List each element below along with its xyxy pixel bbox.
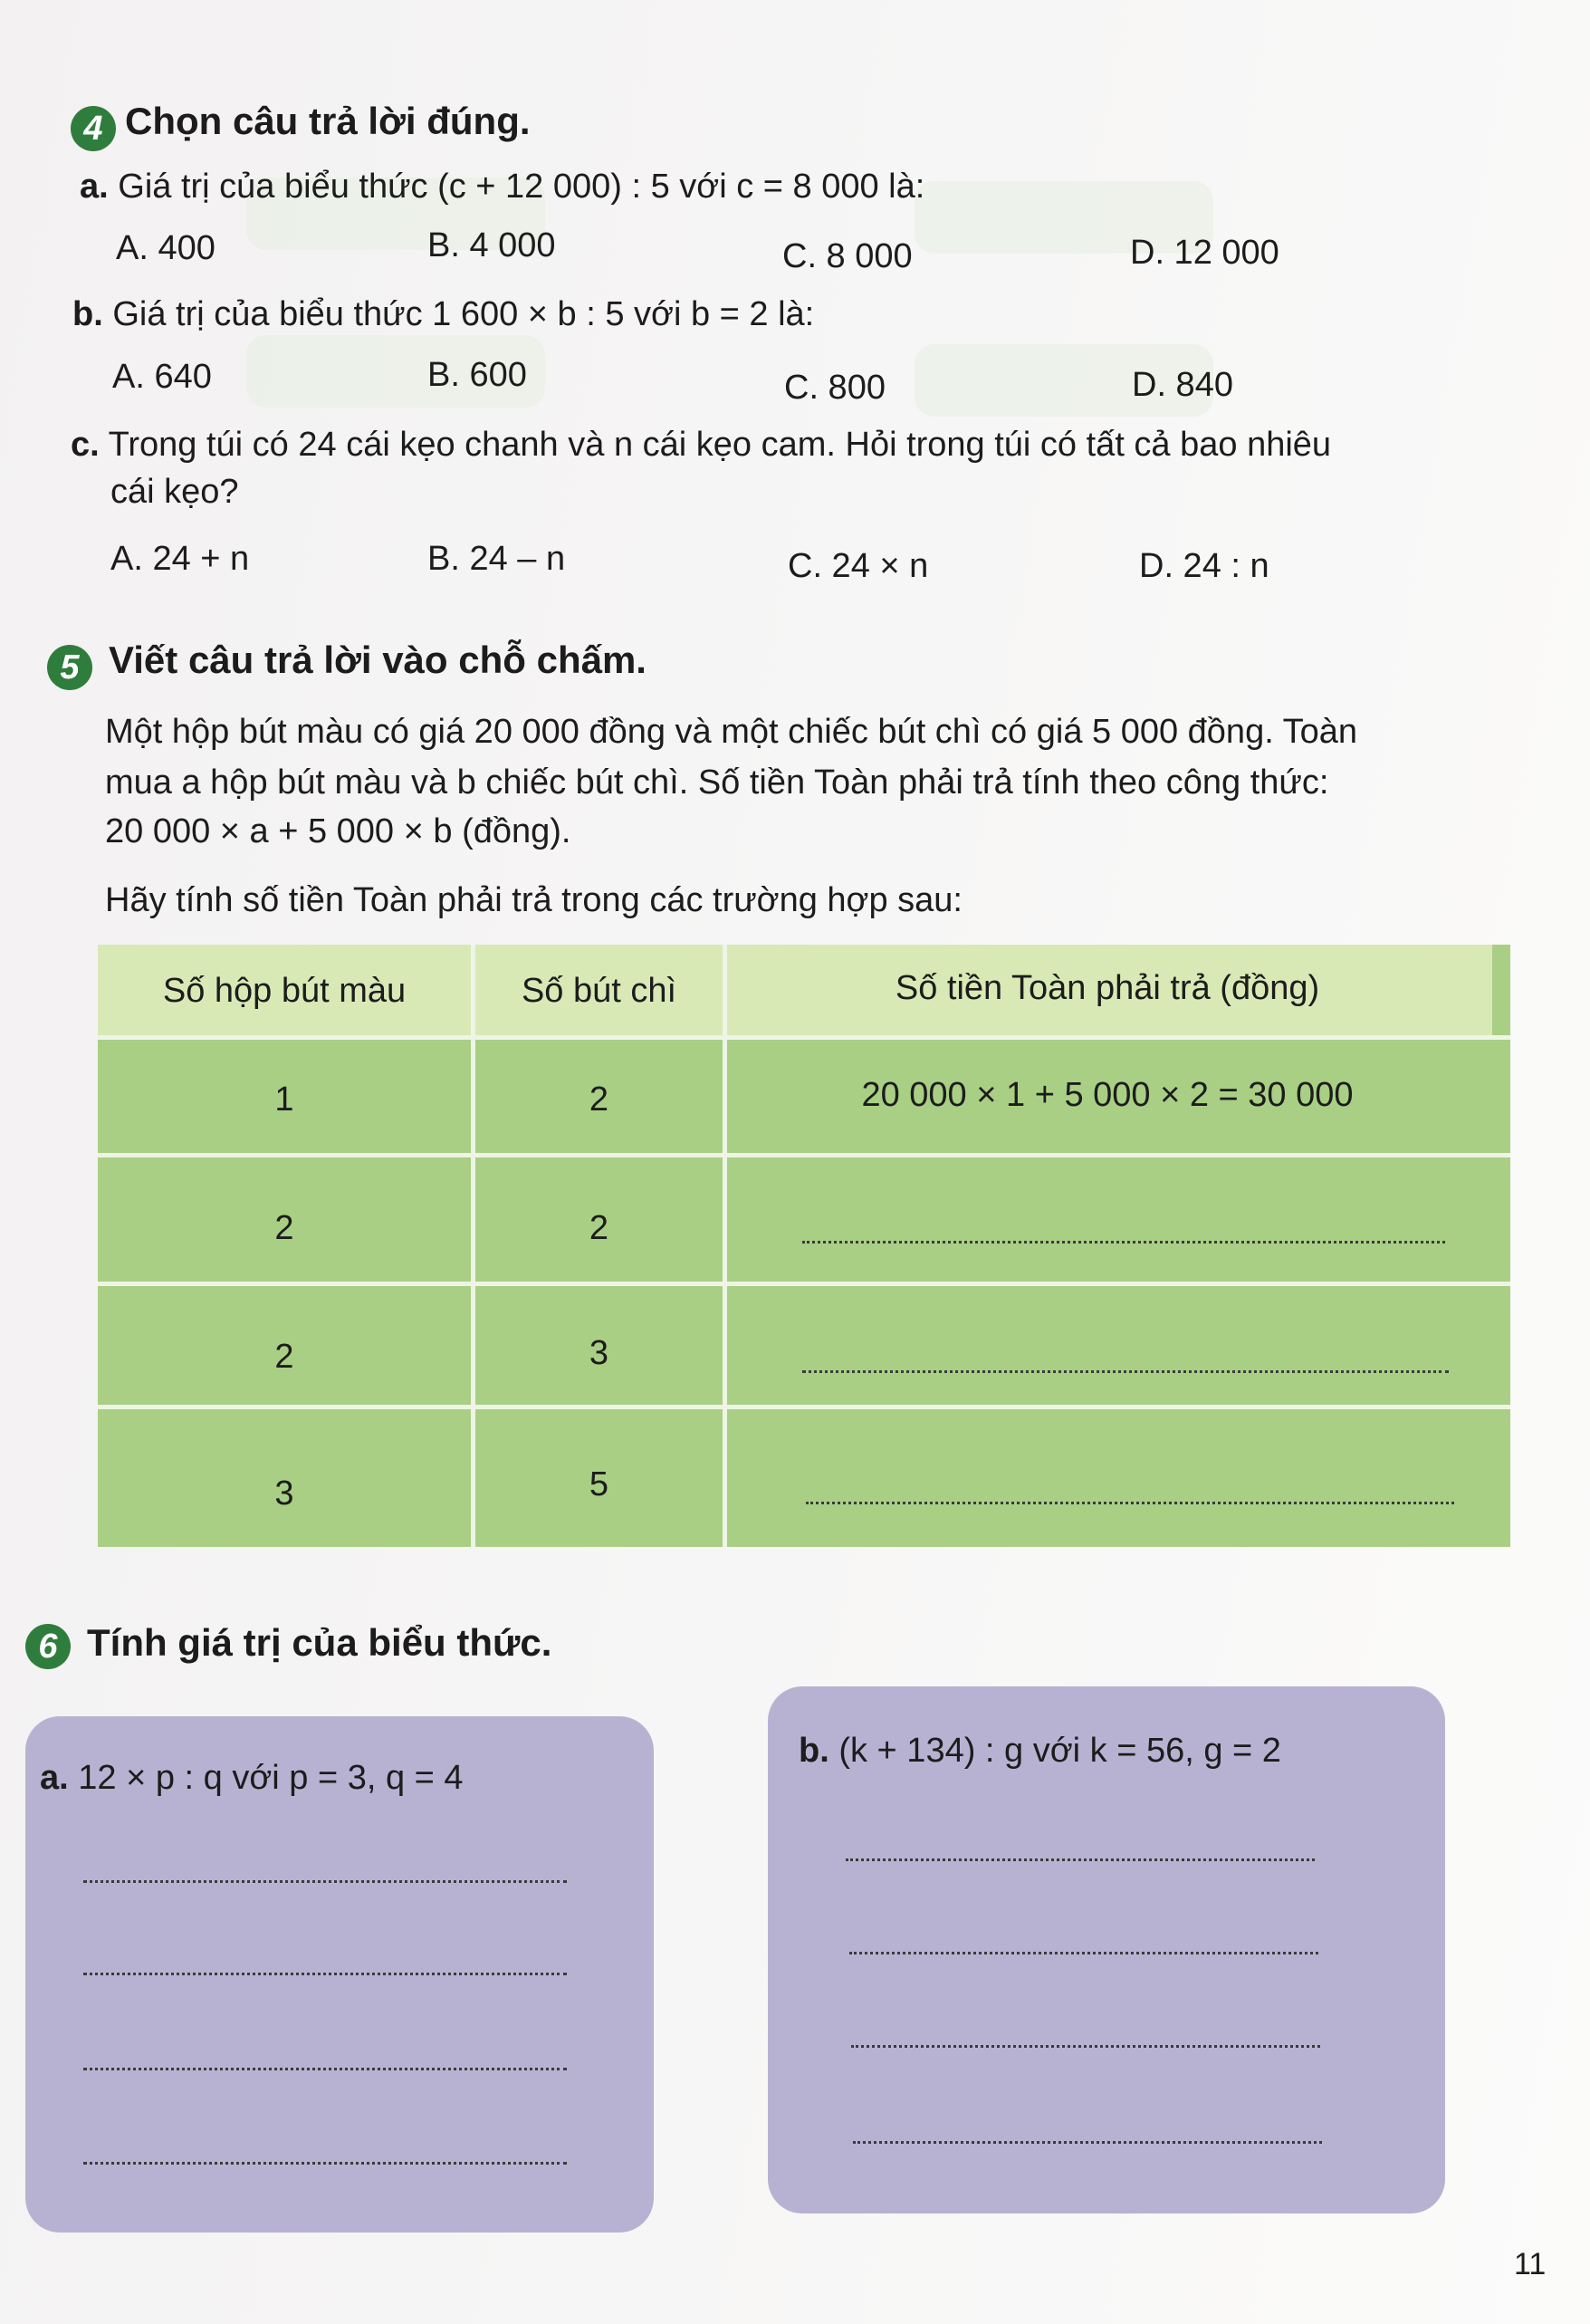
table-divider (98, 1282, 1510, 1286)
q6b-text: (k + 134) : g với k = 56, g = 2 (838, 1732, 1281, 1770)
table-header-pencils: Số bút chì (521, 972, 677, 1010)
q4b-option-d[interactable]: D. 840 (1132, 366, 1233, 404)
table-cell-pencils: 2 (589, 1209, 609, 1247)
table-header-amount: Số tiền Toàn phải trả (đồng) (895, 969, 1320, 1007)
answer-line-b4[interactable] (853, 2141, 1322, 2144)
answer-line-b3[interactable] (851, 2045, 1320, 2048)
q4b-text: Giá trị của biểu thức 1 600 × b : 5 với b = 2 là: (112, 295, 815, 333)
table-cell-boxes: 2 (274, 1209, 294, 1247)
table-divider (98, 1035, 1510, 1040)
q5-paragraph-line2: mua a hộp bút màu và b chiếc bút chì. Số tiền Toàn phải trả tính theo công thức: (105, 763, 1329, 802)
q4a-option-d[interactable]: D. 12 000 (1130, 234, 1279, 272)
table-cell-pencils: 2 (589, 1080, 609, 1119)
q4a-prompt (80, 168, 924, 206)
table-cell-pencils: 5 (589, 1465, 609, 1503)
q6b-prompt (799, 1732, 1281, 1771)
answer-line-b1[interactable] (846, 1858, 1315, 1861)
q6a-text: 12 × p : q với p = 3, q = 4 (78, 1759, 464, 1797)
table-cell-pencils: 3 (589, 1334, 609, 1372)
table-cell-boxes: 2 (274, 1338, 294, 1376)
q4c-option-d[interactable]: D. 24 : n (1139, 547, 1269, 585)
answer-line-a2[interactable] (83, 1973, 567, 1975)
q4c-option-b[interactable]: B. 24 – n (427, 540, 566, 578)
table-cell-boxes: 1 (274, 1080, 294, 1119)
q4b-option-a[interactable]: A. 640 (112, 358, 212, 396)
price-table (98, 945, 1510, 1547)
q5-paragraph-line3: 20 000 × a + 5 000 × b (đồng). (105, 812, 571, 850)
q4c-prompt-line2: cái kẹo? (110, 473, 239, 511)
question-6-badge: 6 (25, 1624, 71, 1669)
answer-line[interactable] (806, 1502, 1454, 1504)
question-4-badge: 4 (71, 106, 116, 151)
answer-line-a4[interactable] (83, 2162, 567, 2165)
q4a-option-b[interactable]: B. 4 000 (427, 226, 556, 264)
page-number: 11 (1514, 2247, 1547, 2281)
q4c-label: c. (71, 426, 100, 464)
q6b-label: b. (799, 1732, 829, 1770)
table-cell-amount: 20 000 × 1 + 5 000 × 2 = 30 000 (861, 1076, 1354, 1114)
q4a-option-a[interactable]: A. 400 (116, 229, 216, 267)
answer-line-b2[interactable] (849, 1952, 1318, 1954)
q4a-option-c[interactable]: C. 8 000 (782, 237, 913, 275)
q6a-label: a. (40, 1759, 69, 1797)
question-4-title: Chọn câu trả lời đúng. (125, 100, 531, 142)
q4a-text: Giá trị của biểu thức (c + 12 000) : 5 với c = 8 000 là: (118, 168, 925, 206)
q4b-option-c[interactable]: C. 800 (784, 369, 886, 407)
q5-prompt: Hãy tính số tiền Toàn phải trả trong các trường hợp sau: (105, 881, 963, 919)
answer-line[interactable] (802, 1370, 1449, 1373)
q4a-label: a. (80, 168, 109, 206)
table-header-boxes: Số hộp bút màu (162, 972, 407, 1010)
answer-line-a3[interactable] (83, 2068, 567, 2070)
q4b-option-b[interactable]: B. 600 (427, 356, 527, 394)
question-6-title: Tính giá trị của biểu thức. (87, 1621, 552, 1664)
q5-paragraph-line1: Một hộp bút màu có giá 20 000 đồng và một chiếc bút chì có giá 5 000 đồng. Toàn (105, 713, 1358, 751)
q4b-label: b. (72, 295, 103, 333)
answer-line-a1[interactable] (83, 1880, 567, 1883)
q4c-text-line1: Trong túi có 24 cái kẹo chanh và n cái kẹo cam. Hỏi trong túi có tất cả bao nhiêu (108, 426, 1332, 464)
q4c-option-a[interactable]: A. 24 + n (110, 540, 250, 578)
question-5-badge: 5 (47, 645, 92, 690)
q4b-prompt (72, 295, 814, 334)
table-cell-boxes: 3 (274, 1474, 294, 1513)
q4c-option-c[interactable]: C. 24 × n (788, 547, 929, 585)
table-divider (98, 1153, 1510, 1157)
question-5-title: Viết câu trả lời vào chỗ chấm. (109, 639, 647, 681)
q6a-prompt (40, 1759, 464, 1798)
q4c-prompt-line1 (71, 426, 1331, 465)
table-divider (98, 1405, 1510, 1409)
answer-line[interactable] (802, 1241, 1445, 1244)
